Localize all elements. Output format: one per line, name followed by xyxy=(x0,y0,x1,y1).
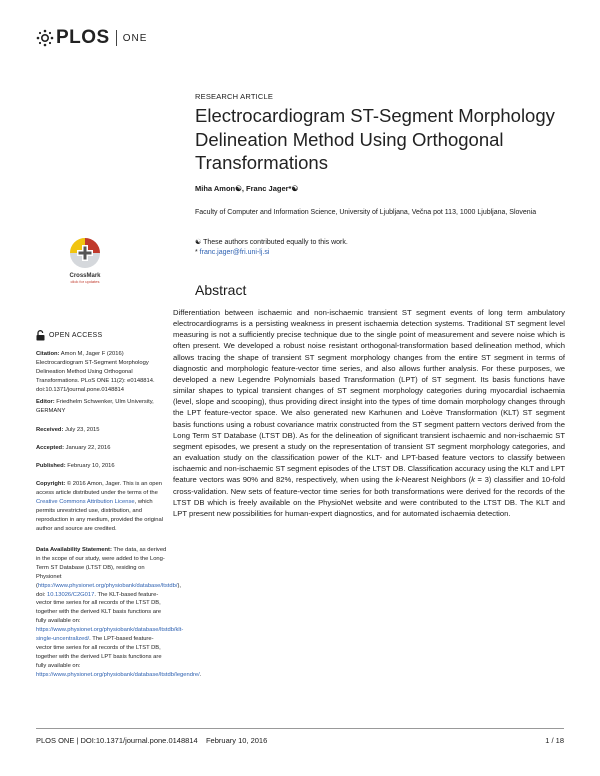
das-text-3: . The KLT-based feature-vector time series for all records of the LTST DB, together with the derived KLT basis functions are fully available on: xyxy=(36,591,162,625)
citation-text: Amon M, Jager F (2016) Electrocardiogram ST-Segment Morphology Delineation Method Using Orthogonal Transformations. PLoS ONE 11(2): e0148814. doi:10.1371/journal.pone.0148814 xyxy=(36,351,155,393)
article-type: RESEARCH ARTICLE xyxy=(195,92,274,101)
copyright-text: © 2016 Amon, Jager. This is an open access article distributed under the terms of the xyxy=(36,481,162,496)
accepted-date xyxy=(36,444,168,453)
journal-name: ONE xyxy=(122,32,148,44)
open-access-badge xyxy=(36,330,102,341)
open-lock-icon xyxy=(36,330,45,341)
license-link[interactable]: Creative Commons Attribution License xyxy=(36,498,135,505)
crossmark-label: CrossMark xyxy=(69,273,101,279)
copyright-text-cont: , which permits unrestricted use, distribution, and reproduction in any medium, provided the original author and source are credited. xyxy=(36,498,163,532)
author-notes xyxy=(195,238,565,258)
crossmark-badge[interactable] xyxy=(60,236,110,284)
logo-text: PLOS xyxy=(56,27,110,48)
correspondence xyxy=(195,248,565,258)
received-date xyxy=(36,426,168,435)
physionet-ltstdb-link[interactable]: https://www.physionet.org/physiobank/database/ltstdb/ xyxy=(37,582,178,589)
affiliation: Faculty of Computer and Information Science, University of Ljubljana, Večna pot 113, 1000 Ljubljana, Slovenia xyxy=(195,209,537,216)
das-text-4: . The LPT-based feature-vector time series for all records of the LTST DB, together with the derived LPT basis functions are fully available on: xyxy=(36,636,162,669)
das-text-5: . xyxy=(199,671,202,678)
crossmark-icon xyxy=(68,236,102,270)
editor xyxy=(36,398,168,416)
email-prefix: * xyxy=(195,249,200,256)
legendre-data-link[interactable]: https://www.physionet.org/physiobank/database/ltstdb/legendre/ xyxy=(36,671,200,678)
abstract-heading: Abstract xyxy=(195,282,247,298)
abstract-text-2: -Nearest Neighbors ( xyxy=(399,475,472,485)
plos-one-logo[interactable] xyxy=(36,27,147,49)
das-text: The data, as derived in the scope of our study, were added to the Long-Term ST Database (LTST DB), residing on Physionet ( xyxy=(36,547,167,589)
plos-dots-icon xyxy=(36,29,54,47)
abstract-k-2: k xyxy=(471,475,475,485)
logo-divider xyxy=(116,30,117,46)
das-text-2: ), doi: xyxy=(36,582,182,598)
page-footer xyxy=(36,736,564,745)
abstract-k: k xyxy=(395,475,400,485)
accepted-text: January 22, 2016 xyxy=(64,445,111,451)
open-access-label: OPEN ACCESS xyxy=(49,332,103,339)
footer-rule xyxy=(36,728,564,729)
accepted-label: Accepted: xyxy=(36,445,65,451)
abstract-text-3: = 3) classifier and 10-fold cross-validation. New sets of feature-vector time series for both transformations were derived for the records of the LTST DB which is freely available on the PhysioNet website and were contributed to the LTST DB. The KLT and LPT present new possibilities for human-expert diagnostics, and for automated ischaemia detection. xyxy=(173,475,565,518)
author-list: Miha Amon☯, Franc Jager*☯ xyxy=(195,184,299,193)
crossmark-sublabel: click for updates xyxy=(70,279,100,284)
article-title: Electrocardiogram ST-Segment Morphology Delineation Method Using Orthogonal Transformations xyxy=(195,105,555,173)
received-label: Received: xyxy=(36,427,64,433)
footer-citation: PLOS ONE | DOI:10.1371/journal.pone.0148814 February 10, 2016 xyxy=(36,736,268,745)
published-date xyxy=(36,462,168,471)
published-label: Published: xyxy=(36,463,66,469)
klt-data-link[interactable]: https://www.physionet.org/physiobank/database/ltstdb/klt-single-uncentralized/ xyxy=(36,627,184,643)
citation xyxy=(36,350,168,395)
data-availability xyxy=(36,546,202,680)
equal-contribution-note: ☯ These authors contributed equally to this work. xyxy=(195,239,348,246)
citation-label: Citation: xyxy=(36,351,60,357)
doi-link[interactable]: 10.13026/C2G017 xyxy=(46,591,95,598)
copyright-label: Copyright: xyxy=(36,481,66,487)
abstract-body xyxy=(173,307,565,519)
editor-label: Editor: xyxy=(36,399,55,405)
received-text: July 23, 2015 xyxy=(63,427,100,433)
copyright xyxy=(36,480,168,533)
published-text: February 10, 2016 xyxy=(65,463,115,469)
das-label: Data Availability Statement: xyxy=(36,547,112,553)
abstract-text: Differentiation between ischaemic and non-ischaemic transient ST segment events of long term ambulatory electrocardiograms is a persisting weakness in present ischaemia detection systems. Traditional ST segment level measuring is not a sufficiently precise technique due to the single point of measurement and severe noise which is often present. We developed a robust noise resistant orthogonal-transformation based delineation method, which allows tracing the shape of transient ST segment morphology changes from the entire ST segment in terms of diagnostic and morphologic feature-vector time series, and also allows further analysis. For these purposes, we developed a new Legendre Polynomials based Transformation (LPT) of ST segment. Its basis functions have similar shapes to typical transient changes of ST segment morphology categories during myocardial ischaemia (level, slope and scooping), thus providing direct insight into the types of time domain morphology changes through the LPT feature-vector space. We also generated new Karhunen and Loève Transformation (KLT) ST segment basis functions using a robust covariance matrix constructed from the ST segment pattern vectors derived from the Long Term ST Database (LTST DB). As for the delineation of significant transient ischaemic and non-ischaemic ST segment episodes, we present a study on the representation of transient ST segment morphology categories, and an evaluation study on the classification power of the KLT- and LPT-based feature vectors to classify between ischaemic and non-ischaemic ST segment episodes of the LTST DB. Classification accuracy using the KLT and LPT feature vectors was 90% and 82%, respectively, when using the xyxy=(173,308,565,485)
editor-text: Friedhelm Schwenker, Ulm University, GERMANY xyxy=(36,399,154,414)
email-link[interactable]: franc.jager@fri.uni-lj.si xyxy=(199,249,270,256)
page-number: 1 / 18 xyxy=(545,736,564,745)
